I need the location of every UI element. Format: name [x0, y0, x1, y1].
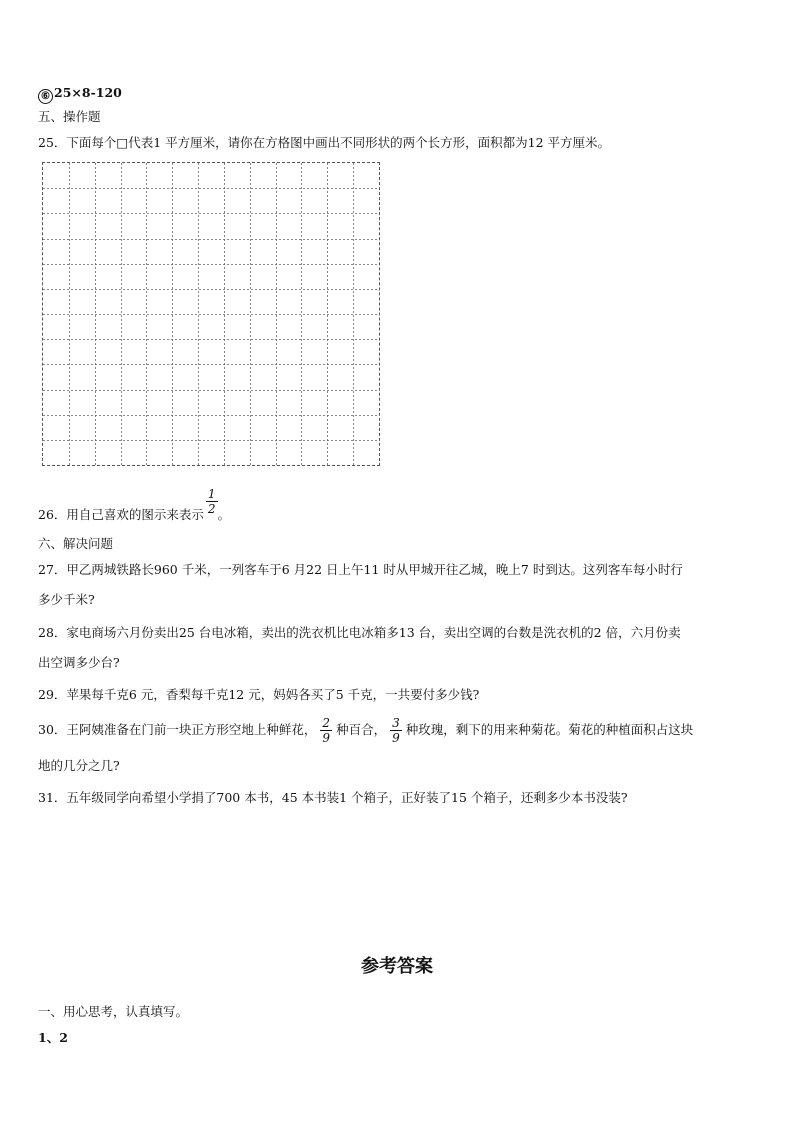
q30-fraction-2-numerator: 3 [392, 716, 400, 730]
q26-fraction-denominator: 2 [207, 502, 216, 516]
q27-line1: 27．甲乙两城铁路长960 千米，一列客车于6 月22 日上午11 时从甲城开往乙城，晚上7 时到达。这列客车每小时行 [38, 562, 683, 577]
q30-fraction-1 [320, 716, 332, 745]
circled-number-badge: ⑥ [38, 89, 53, 104]
q30-fraction-2 [390, 716, 402, 745]
q30-mid: 种百合， [336, 722, 387, 737]
q27-line2: 多少千米? [38, 592, 95, 607]
q26 [38, 487, 231, 530]
q28-line2: 出空调多少台? [38, 655, 120, 670]
square-grid[interactable] [42, 162, 380, 466]
q24-expression: 25×8-120 [54, 85, 122, 100]
q26-prefix: 26．用自己喜欢的图示来表示 [38, 507, 204, 522]
q30-fraction-2-denominator: 9 [392, 731, 400, 745]
q30-suffix: 种玫瑰，剩下的用来种菊花。菊花的种植面积占这块 [405, 722, 694, 737]
q28-line1: 28．家电商场六月份卖出25 台电冰箱，卖出的洗衣机比电冰箱多13 台，卖出空调的台数是洗衣机的2 倍，六月份卖 [38, 625, 681, 640]
q29-text: 29．苹果每千克6 元，香梨每千克12 元，妈妈各买了5 千克，一共要付多少钱? [38, 687, 480, 702]
answers-title: 参考答案 [361, 956, 433, 977]
q30-line2: 地的几分之几? [38, 758, 120, 773]
q26-fraction-numerator: 1 [207, 487, 216, 501]
section6-heading: 六、解决问题 [38, 536, 114, 551]
q26-fraction [206, 487, 218, 516]
q30-fraction-1-numerator: 2 [322, 716, 331, 730]
grid-lines [43, 163, 379, 465]
q26-suffix: 。 [217, 507, 231, 522]
q25-text: 25．下面每个□代表1 平方厘米，请你在方格图中画出不同形状的两个长方形，面积都为12 平方厘米。 [38, 135, 611, 150]
q30-fraction-1-denominator: 9 [322, 731, 331, 745]
q24-item6 [38, 84, 122, 104]
q31-text: 31．五年级同学向希望小学捐了700 本书，45 本书装1 个箱子，正好装了15 个箱子，还剩多少本书没装? [38, 790, 628, 805]
section5-heading: 五、操作题 [38, 109, 101, 124]
q30-prefix: 30．王阿姨准备在门前一块正方形空地上种鲜花， [38, 722, 317, 737]
answer-1: 1、2 [38, 1030, 68, 1045]
q30-line1 [38, 712, 693, 748]
answers-section1-heading: 一、用心思考，认真填写。 [38, 1004, 189, 1019]
